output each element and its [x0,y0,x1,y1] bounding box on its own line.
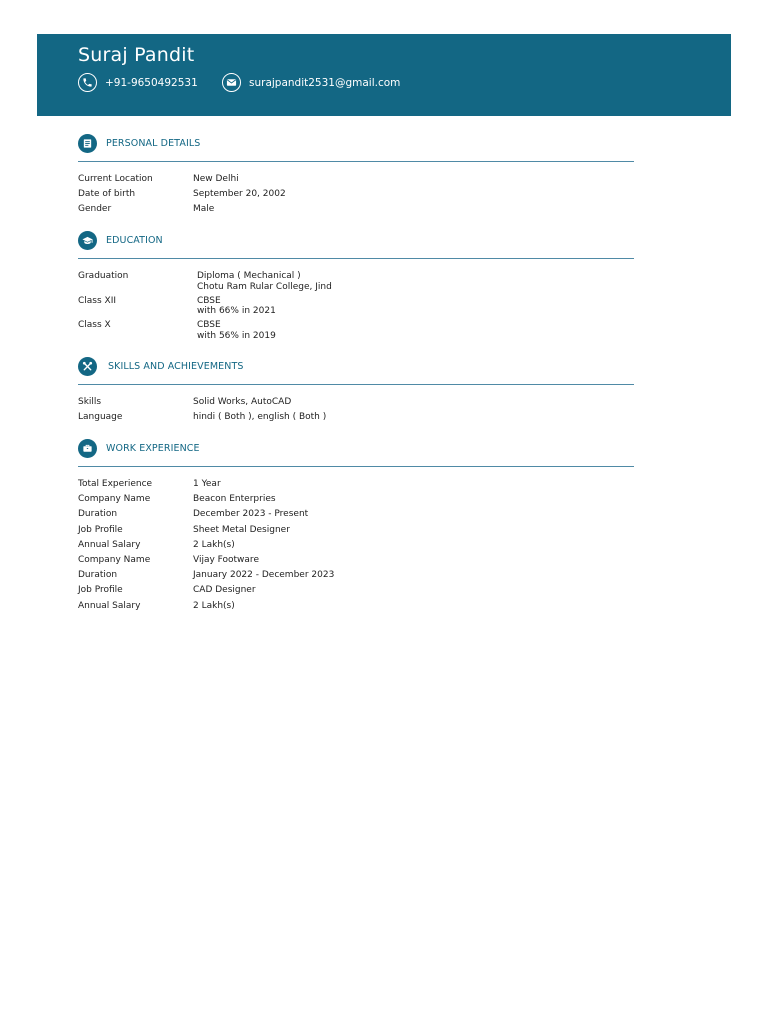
education-result: with 66% in 2021 [197,306,276,317]
phone-icon [78,73,97,92]
detail-label: Annual Salary [78,539,141,550]
detail-row [78,412,634,427]
detail-value: Vijay Footware [193,554,259,565]
candidate-name: Suraj Pandit [78,44,195,66]
detail-value: January 2022 - December 2023 [193,570,335,581]
section-divider [78,161,634,162]
detail-value: 2 Lakh(s) [193,600,235,611]
section-divider [78,466,634,467]
resume-header [37,34,731,116]
detail-label: Language [78,412,123,423]
detail-row [78,509,634,524]
phone-contact [78,73,198,92]
detail-row [78,585,634,600]
education-level: Class X [78,320,111,331]
detail-value: Beacon Enterpries [193,494,276,505]
education-row [78,271,634,296]
section-title: WORK EXPERIENCE [106,442,200,454]
detail-label: Duration [78,509,118,520]
detail-value: New Delhi [193,174,239,184]
detail-row [78,540,634,555]
education-level: Class XII [78,295,117,306]
detail-label: Current Location [78,174,153,184]
education-row [78,296,634,321]
detail-value: CAD Designer [193,585,256,596]
section-title: PERSONAL DETAILS [106,137,201,149]
personal-details-section [78,133,634,220]
education-section [78,230,634,345]
detail-value: Sheet Metal Designer [193,524,290,535]
detail-row [78,494,634,509]
detail-row [78,555,634,570]
detail-row [78,601,634,616]
tools-icon [78,357,97,376]
briefcase-icon [78,439,97,458]
phone-number: +91-9650492531 [105,76,198,89]
detail-label: Company Name [78,494,151,505]
detail-row [78,204,634,219]
section-divider [78,384,634,385]
detail-label: Skills [78,397,102,407]
email-address: surajpandit2531@gmail.com [249,76,401,89]
graduation-cap-icon [78,231,97,250]
education-result: with 56% in 2019 [197,330,276,341]
education-board: CBSE [197,295,221,306]
education-board: CBSE [197,320,221,331]
detail-row [78,479,634,494]
detail-label: Duration [78,570,118,581]
detail-value: 1 Year [193,479,221,489]
detail-label: Total Experience [78,479,153,489]
detail-label: Date of birth [78,189,136,200]
detail-row [78,189,634,204]
detail-value: Solid Works, AutoCAD [193,397,292,407]
education-row [78,320,634,345]
education-institution: Chotu Ram Rular College, Jind [197,281,332,292]
detail-value: hindi ( Both ), english ( Both ) [193,412,327,423]
education-level: Graduation [78,271,129,281]
detail-value: 2 Lakh(s) [193,539,235,550]
detail-row [78,570,634,585]
detail-row [78,397,634,412]
skills-section [78,356,634,427]
detail-label: Gender [78,204,112,215]
detail-value: Male [193,204,215,215]
detail-value: December 2023 - Present [193,509,309,520]
work-experience-section [78,438,634,616]
envelope-icon [222,73,241,92]
section-divider [78,258,634,259]
detail-label: Company Name [78,554,151,565]
detail-label: Annual Salary [78,600,141,611]
detail-label: Job Profile [78,524,123,535]
section-title: EDUCATION [106,234,163,246]
detail-row [78,174,634,189]
detail-row [78,525,634,540]
list-icon [78,134,97,153]
email-contact [222,73,400,92]
detail-value: September 20, 2002 [193,189,286,200]
section-title: SKILLS AND ACHIEVEMENTS [108,360,244,372]
detail-label: Job Profile [78,585,123,596]
education-degree: Diploma ( Mechanical ) [197,271,301,281]
